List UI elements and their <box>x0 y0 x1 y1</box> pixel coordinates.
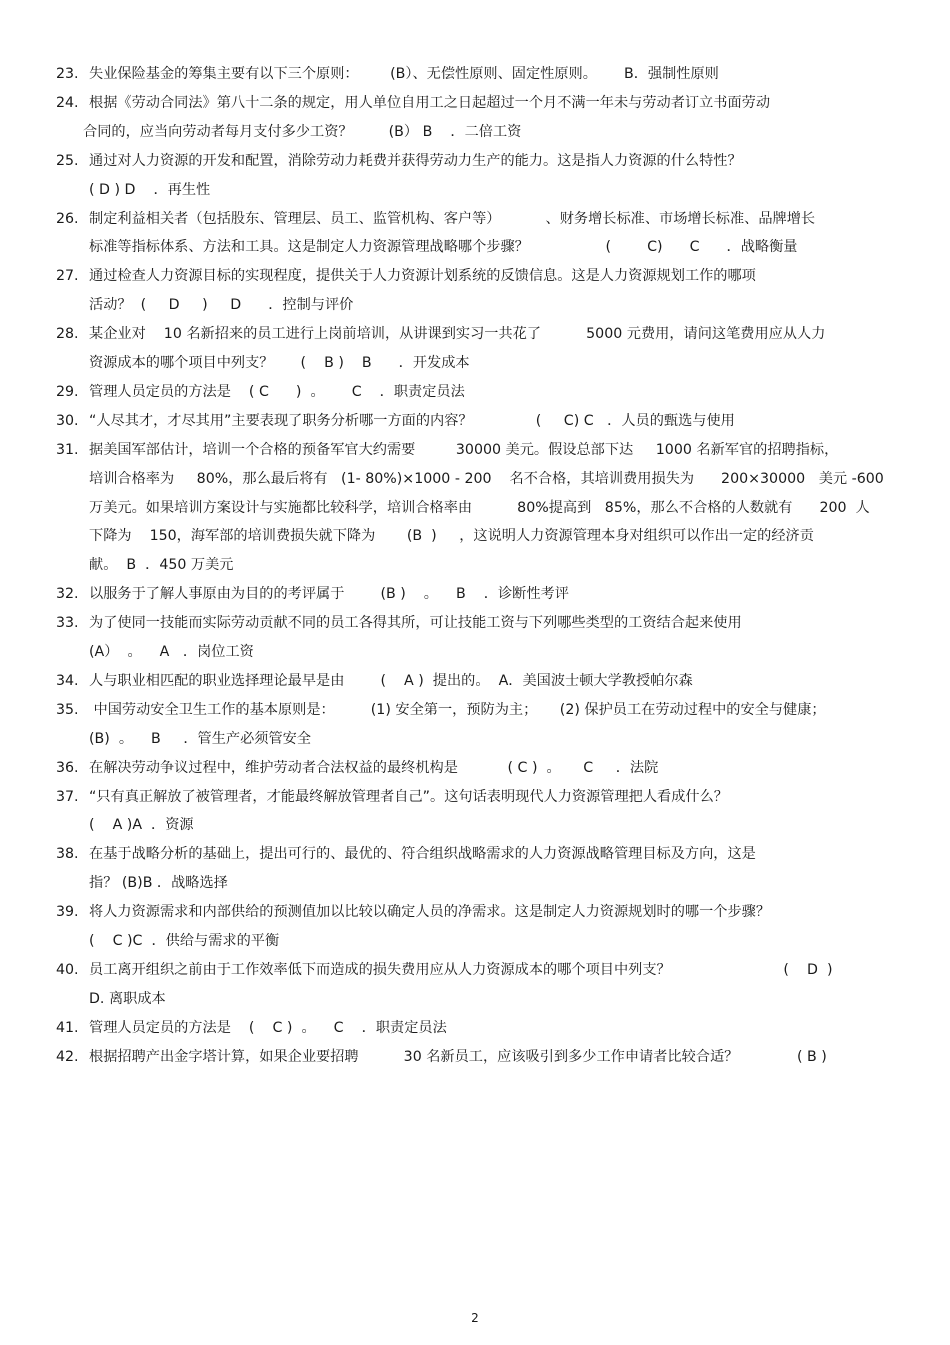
question-number: 35. <box>56 701 79 718</box>
question-text: 根据《劳动合同法》第八十二条的规定，用人单位自用工之日起超过一个月不满一年未与劳动者订立书面劳动 <box>89 94 771 111</box>
question-text: 通过检查人力资源目标的实现程度，提供关于人力资源计划系统的反馈信息。这是人力资源规划工作的哪项 <box>89 268 756 285</box>
question-continuation: D. 离职成本 <box>89 990 166 1007</box>
question-continuation: 合同的，应当向劳动者每月支付多少工资？ (B） B ．二倍工资 <box>83 123 522 140</box>
question-continuation: 献。 B ．450 万美元 <box>89 557 234 574</box>
page-number: 2 <box>471 1311 479 1325</box>
question-number: 40. <box>56 961 79 978</box>
question-text: “人尽其才，才尽其用”主要表现了职务分析哪一方面的内容？ ( C) C ．人员的甄选与使用 <box>89 412 735 429</box>
question-number: 33. <box>56 615 79 632</box>
question-continuation: (B) 。 B ．管生产必须管安全 <box>89 730 312 747</box>
question-text: 据美国军部估计，培训一个合格的预备军官大约需要 30000 美元。假设总部下达 1000 名新军官的招聘指标， <box>89 441 839 458</box>
question-text: 在解决劳动争议过程中，维护劳动者合法权益的最终机构是 ( C ) 。 C ．法院 <box>89 759 659 776</box>
question-continuation: 培训合格率为 80%，那么最后将有 (1- 80%)×1000 - 200 名不合格，其培训费用损失为 200×30000 美元 -600 <box>89 470 884 487</box>
question-number: 38. <box>56 846 79 863</box>
question-continuation: ( C )C ．供给与需求的平衡 <box>89 933 280 949</box>
question-continuation: (A） 。 A ．岗位工资 <box>89 644 254 660</box>
question-text: 为了使同一技能而实际劳动贡献不同的员工各得其所，可让技能工资与下列哪些类型的工资结合起来使用 <box>89 615 742 632</box>
question-number: 30. <box>56 412 79 429</box>
question-text: 以服务于了解人事原由为目的的考评属于 (B ) 。 B ．诊断性考评 <box>89 586 569 603</box>
question-continuation: ( D ) D ．再生性 <box>89 181 211 198</box>
question-number: 34. <box>56 672 79 689</box>
question-number: 27. <box>56 268 79 285</box>
question-text: 通过对人力资源的开发和配置，消除劳动力耗费并获得劳动力生产的能力。这是指人力资源的什么特性？ <box>89 152 742 169</box>
question-text: 某企业对 10 名新招来的员工进行上岗前培训，从讲课到实习一共花了 5000 元费用，请问这笔费用应从人力 <box>89 326 826 343</box>
question-continuation: 下降为 150，海军部的培训费损失就下降为 (B ) ，这说明人力资源管理本身对组织可以作出一定的经济贡 <box>89 528 814 545</box>
question-text: 员工离开组织之前由于工作效率低下而造成的损失费用应从人力资源成本的哪个项目中列支？ ( D ) <box>89 961 833 978</box>
question-number: 26. <box>56 210 79 227</box>
question-continuation: 指？ (B)B ．战略选择 <box>89 875 228 892</box>
question-number: 25. <box>56 152 79 169</box>
question-text: 管理人员定员的方法是 ( C ) 。 C ．职责定员法 <box>89 383 465 400</box>
question-text: 管理人员定员的方法是 ( C ) 。 C ．职责定员法 <box>89 1019 447 1036</box>
question-text: 将人力资源需求和内部供给的预测值加以比较以确定人员的净需求。这是制定人力资源规划时的哪一个步骤？ <box>89 904 771 921</box>
question-continuation: 万美元。如果培训方案设计与实施都比较科学，培训合格率由 80%提高到 85%，那么不合格的人数就有 200 人 <box>89 499 870 516</box>
question-number: 23. <box>56 66 79 82</box>
question-number: 31. <box>56 441 79 458</box>
question-continuation: 标准等指标体系、方法和工具。这是制定人力资源管理战略哪个步骤？ ( C) C ．战略衡量 <box>89 239 798 256</box>
question-continuation: 活动？ ( D ) D ．控制与评价 <box>89 297 354 314</box>
question-number: 41. <box>56 1019 79 1036</box>
question-text: 失业保险基金的筹集主要有以下三个原则： (B）、无偿性原则、固定性原则。 B．强制性原则 <box>89 66 719 82</box>
question-text: 根据招聘产出金字塔计算，如果企业要招聘 30 名新员工，应该吸引到多少工作申请者比较合适？ ( B ) <box>89 1048 827 1065</box>
question-continuation: ( A )A ．资源 <box>89 817 194 834</box>
question-number: 36. <box>56 759 79 776</box>
question-continuation: 资源成本的哪个项目中列支？ ( B ) B ．开发成本 <box>89 355 470 371</box>
question-number: 28. <box>56 326 79 343</box>
question-text: 在基于战略分析的基础上，提出可行的、最优的、符合组织战略需求的人力资源战略管理目标及方向，这是 <box>89 846 756 863</box>
question-text: “只有真正解放了被管理者，才能最终解放管理者自己”。这句话表明现代人力资源管理把人看成什么？ <box>89 788 728 805</box>
question-number: 39. <box>56 904 79 921</box>
question-text: 人与职业相匹配的职业选择理论最早是由 ( A ) 提出的。 A．美国波士顿大学教授帕尔森 <box>89 672 693 689</box>
question-text: 中国劳动安全卫生工作的基本原则是： (1) 安全第一，预防为主； (2) 保护员工在劳动过程中的安全与健康； <box>89 701 826 718</box>
question-number: 24. <box>56 94 79 111</box>
question-text: 制定利益相关者（包括股东、管理层、员工、监管机构、客户等） 、财务增长标准、市场增长标准、品牌增长 <box>89 210 816 227</box>
question-number: 37. <box>56 788 79 805</box>
question-number: 29. <box>56 383 79 400</box>
question-number: 42. <box>56 1048 79 1065</box>
question-number: 32. <box>56 586 79 603</box>
